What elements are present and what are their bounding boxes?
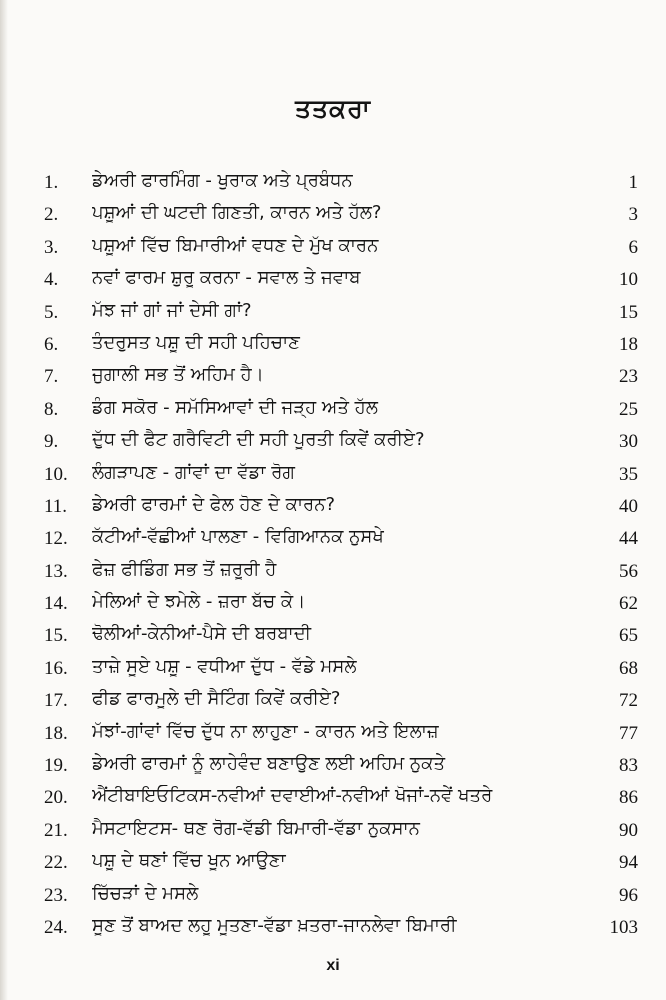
entry-number: 6. — [44, 333, 59, 355]
toc-entry — [0, 818, 666, 850]
page-title: ਤਤਕਰਾ — [295, 94, 371, 123]
entry-title: ਲੰਗੜਾਪਣ - ਗਾਂਵਾਂ ਦਾ ਵੱਡਾ ਰੋਗ — [92, 461, 295, 483]
entry-number: 21. — [44, 819, 68, 841]
toc-entry — [0, 267, 666, 299]
toc-entry — [0, 559, 666, 591]
entry-title: ਨਵਾਂ ਫਾਰਮ ਸ਼ੁਰੂ ਕਰਨਾ - ਸਵਾਲ ਤੇ ਜਵਾਬ — [92, 267, 361, 289]
entry-title: ਡੰਗ ਸਕੋਰ - ਸਮੱਸਿਆਵਾਂ ਦੀ ਜੜ੍ਹ ਅਤੇ ਹੱਲ — [92, 396, 378, 418]
entry-page-number: 103 — [609, 916, 638, 938]
entry-page-number: 1 — [628, 172, 638, 193]
entry-page-number: 68 — [619, 657, 638, 679]
toc-entry — [0, 526, 666, 558]
entry-title: ਮੇਲਿਆਂ ਦੇ ਝਮੇਲੇ - ਜ਼ਰਾ ਬੱਚ ਕੇ। — [92, 591, 306, 613]
entry-title: ਸੂਣ ਤੋਂ ਬਾਅਦ ਲਹੂ ਮੂਤਣਾ-ਵੱਡਾ ਖ਼ਤਰਾ-ਜਾਨਲੇਵਾ ਬਿਮਾਰੀ — [92, 914, 457, 936]
entry-title: ਫੀਡ ਫਾਰਮੂਲੇ ਦੀ ਸੈਟਿੰਗ ਕਿਵੇਂ ਕਰੀਏ? — [92, 688, 341, 710]
entry-title: ਤਾਜ਼ੇ ਸੂਏ ਪਸ਼ੂ - ਵਧੀਆ ਦੁੱਧ - ਵੱਡੇ ਮਸਲੇ — [92, 655, 357, 677]
entry-number: 8. — [44, 398, 59, 420]
entry-title: ਫੇਜ਼ ਫੀਡਿੰਗ ਸਭ ਤੋਂ ਜ਼ਰੂਰੀ ਹੈ — [92, 558, 277, 580]
entry-page-number: 35 — [619, 463, 638, 485]
entry-number: 15. — [44, 625, 68, 647]
toc-entry — [0, 915, 666, 947]
entry-page-number: 44 — [619, 528, 638, 550]
entry-number: 18. — [44, 722, 68, 744]
entry-title: ਚਿੱਚੜਾਂ ਦੇ ਮਸਲੇ — [92, 882, 199, 904]
entry-title: ਪਸ਼ੂਆਂ ਵਿੱਚ ਬਿਮਾਰੀਆਂ ਵਧਣ ਦੇ ਮੁੱਖ ਕਾਰਨ — [92, 234, 379, 256]
entry-number: 2. — [44, 204, 59, 226]
entry-number: 11. — [44, 495, 68, 517]
toc-entry — [0, 883, 666, 915]
entry-title: ਡੇਅਰੀ ਫਾਰਮਾਂ ਦੇ ਫੇਲ ਹੋਣ ਦੇ ਕਾਰਨ? — [92, 493, 335, 515]
entry-page-number: 77 — [619, 722, 638, 744]
toc-entry — [0, 462, 666, 494]
toc-entry — [0, 235, 666, 267]
entry-title: ਦੁੱਧ ਦੀ ਫੈਟ ਗਰੈਵਿਟੀ ਦੀ ਸਹੀ ਪੂਰਤੀ ਕਿਵੇਂ ਕਰੀਏ? — [92, 429, 425, 451]
toc-entry — [0, 656, 666, 688]
toc-entry — [0, 850, 666, 882]
entry-page-number: 72 — [619, 690, 638, 712]
page-folio: xi — [326, 957, 340, 974]
entry-page-number: 65 — [619, 625, 638, 647]
entry-page-number: 30 — [619, 431, 638, 453]
entry-page-number: 18 — [619, 333, 638, 355]
entry-title: ਤੰਦਰੁਸਤ ਪਸ਼ੂ ਦੀ ਸਹੀ ਪਹਿਚਾਣ — [92, 331, 300, 353]
entry-page-number: 25 — [619, 398, 638, 420]
entry-number: 10. — [44, 463, 68, 485]
toc-entry — [0, 300, 666, 332]
entry-page-number: 56 — [619, 560, 638, 582]
entry-page-number: 90 — [619, 819, 638, 841]
entry-page-number: 86 — [619, 787, 638, 809]
entry-title: ਢੋਲੀਆਂ-ਕੇਨੀਆਂ-ਪੈਸੇ ਦੀ ਬਰਬਾਦੀ — [92, 623, 312, 645]
entry-title: ਜੁਗਾਲੀ ਸਭ ਤੋਂ ਅਹਿਮ ਹੈ। — [92, 364, 264, 386]
entry-page-number: 83 — [619, 755, 638, 777]
entry-number: 23. — [44, 884, 68, 906]
entry-title: ਮੈਸਟਾਇਟਸ- ਥਣ ਰੋਗ-ਵੱਡੀ ਬਿਮਾਰੀ-ਵੱਡਾ ਨੁਕਸਾਨ — [92, 817, 420, 839]
toc-entry — [0, 623, 666, 655]
entry-title: ਕੱਟੀਆਂ-ਵੱਛੀਆਂ ਪਾਲਣਾ - ਵਿਗਿਆਨਕ ਨੁਸਖੇ — [92, 526, 384, 548]
entry-title: ਡੇਅਰੀ ਫਾਰਮਾਂ ਨੂੰ ਲਾਹੇਵੰਦ ਬਣਾਉਣ ਲਈ ਅਹਿਮ ਨੁਕਤੇ — [92, 753, 445, 775]
toc-entry — [0, 170, 666, 202]
entry-number: 20. — [44, 787, 68, 809]
toc-entry — [0, 364, 666, 396]
entry-title: ਮੱਝ ਜਾਂ ਗਾਂ ਜਾਂ ਦੇਸੀ ਗਾਂ? — [92, 299, 252, 321]
entry-number: 9. — [44, 431, 59, 453]
entry-number: 13. — [44, 560, 68, 582]
toc-entry — [0, 397, 666, 429]
toc-entry — [0, 202, 666, 234]
entry-title: ਪਸ਼ੂ ਦੇ ਥਣਾਂ ਵਿੱਚ ਖੂਨ ਆਉਣਾ — [92, 850, 286, 872]
table-of-contents — [0, 170, 666, 947]
entry-title: ਐਂਟੀਬਾਇਓਟਿਕਸ-ਨਵੀਆਂ ਦਵਾਈਆਂ-ਨਵੀਆਂ ਖੋਜਾਂ-ਨਵੇਂ ਖਤਰੇ — [92, 785, 493, 807]
entry-number: 22. — [44, 852, 68, 874]
entry-number: 5. — [44, 301, 59, 323]
entry-number: 7. — [44, 366, 59, 388]
entry-number: 14. — [44, 593, 68, 615]
toc-entry — [0, 688, 666, 720]
entry-page-number: 40 — [619, 495, 638, 517]
entry-number: 12. — [44, 528, 68, 550]
toc-entry — [0, 591, 666, 623]
entry-page-number: 3 — [628, 204, 638, 226]
entry-number: 24. — [44, 916, 68, 938]
toc-entry — [0, 753, 666, 785]
entry-page-number: 94 — [619, 852, 638, 874]
entry-number: 1. — [44, 172, 59, 193]
entry-page-number: 23 — [619, 366, 638, 388]
entry-number: 16. — [44, 657, 68, 679]
entry-number: 17. — [44, 690, 68, 712]
toc-entry — [0, 785, 666, 817]
toc-entry — [0, 332, 666, 364]
toc-entry — [0, 494, 666, 526]
entry-number: 19. — [44, 755, 68, 777]
toc-entry — [0, 429, 666, 461]
entry-page-number: 10 — [619, 269, 638, 291]
entry-page-number: 15 — [619, 301, 638, 323]
entry-page-number: 6 — [628, 236, 638, 258]
toc-entry — [0, 721, 666, 753]
entry-title: ਮੱਝਾਂ-ਗਾਂਵਾਂ ਵਿੱਚ ਦੁੱਧ ਨਾ ਲਾਹੁਣਾ - ਕਾਰਨ ਅਤੇ ਇਲਾਜ਼ — [92, 720, 439, 742]
entry-title: ਡੇਅਰੀ ਫਾਰਮਿੰਗ - ਖੁਰਾਕ ਅਤੇ ਪ੍ਰਬੰਧਨ — [92, 170, 353, 191]
entry-number: 3. — [44, 236, 59, 258]
entry-number: 4. — [44, 269, 59, 291]
entry-title: ਪਸ਼ੂਆਂ ਦੀ ਘਟਦੀ ਗਿਣਤੀ, ਕਾਰਨ ਅਤੇ ਹੱਲ? — [92, 202, 382, 224]
entry-page-number: 96 — [619, 884, 638, 906]
entry-page-number: 62 — [619, 593, 638, 615]
